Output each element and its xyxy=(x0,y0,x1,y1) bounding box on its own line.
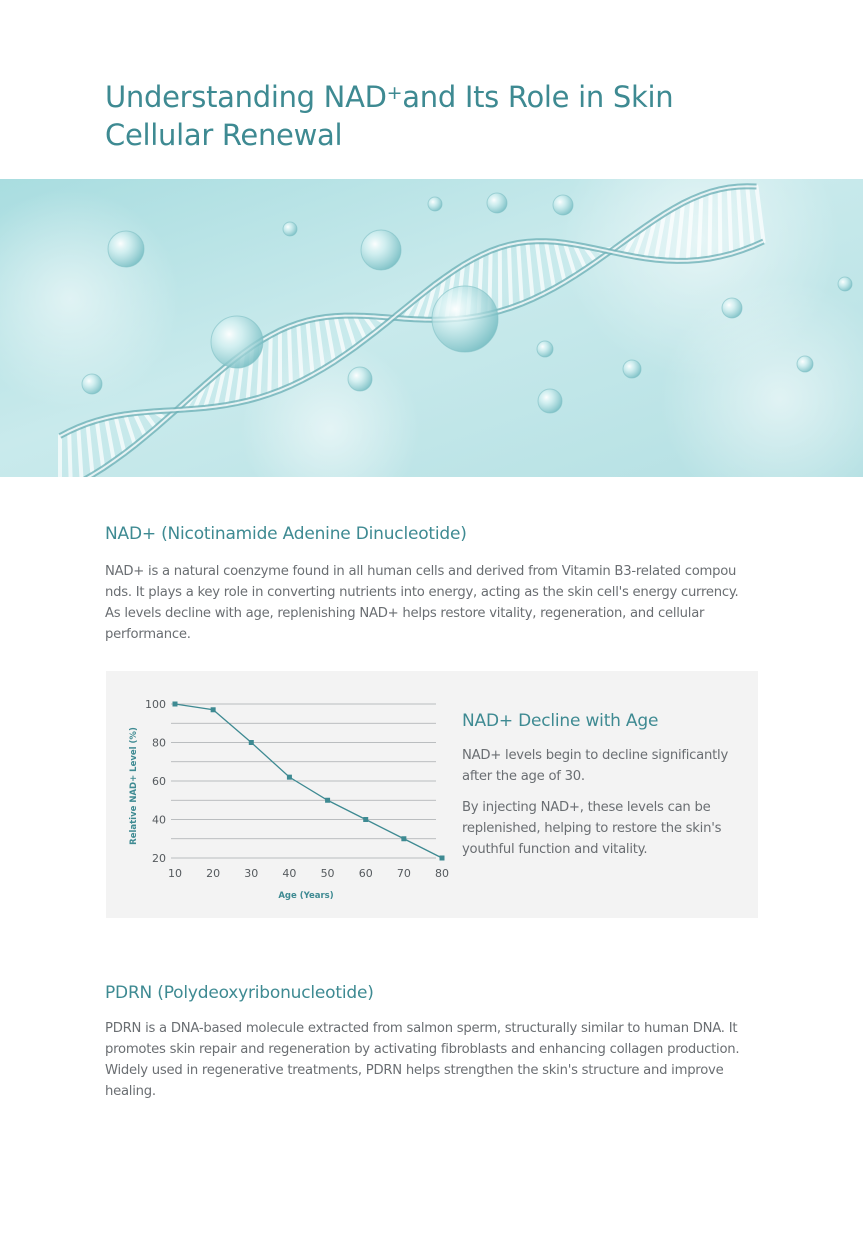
x-tick-label: 60 xyxy=(358,867,373,880)
helix-rung xyxy=(709,192,710,259)
bubble xyxy=(722,298,742,318)
nad-paragraph: NAD+ is a natural coenzyme found in all human cells and derived from Vitamin B3-related compou nds. It plays a key role in converting nutrients into energy, acting as the skin cell's energy currency. As levels decline with age, replenishing NAD+ helps restore vitality, regeneration, and cellular performance. xyxy=(105,564,739,642)
nad-decline-chart xyxy=(106,671,451,918)
helix-rung xyxy=(720,189,721,256)
x-tick-label: 50 xyxy=(320,867,335,880)
bubble xyxy=(348,367,372,391)
data-point xyxy=(211,707,216,712)
hero-dna-image xyxy=(0,179,863,477)
x-tick-label: 80 xyxy=(435,867,449,880)
bubble xyxy=(432,286,498,352)
nad-heading: NAD+ (Nicotinamide Adenine Dinucleotide) xyxy=(105,524,467,544)
bubble xyxy=(211,316,263,368)
y-tick-labels xyxy=(145,698,166,865)
helix-rung xyxy=(69,431,71,477)
x-tick-label: 70 xyxy=(396,867,411,880)
bubble xyxy=(797,356,813,372)
y-axis-label: Relative NAD+ Level (%) xyxy=(129,727,139,845)
chart-text-2: By injecting NAD+, these levels can be replenished, helping to restore the skin's youthful function and vitality. xyxy=(462,800,722,857)
data-point xyxy=(325,798,330,803)
page-title: Understanding NAD+and Its Role in Skin Cellular Renewal xyxy=(105,80,674,152)
bubble xyxy=(538,389,562,413)
bubble xyxy=(623,360,641,378)
bubble xyxy=(283,222,297,236)
chart-title: NAD+ Decline with Age xyxy=(462,711,659,731)
data-point xyxy=(249,740,254,745)
chart-description xyxy=(462,711,752,870)
bubble xyxy=(82,374,102,394)
y-tick-label: 100 xyxy=(145,698,166,711)
bubble xyxy=(108,231,144,267)
bubble xyxy=(487,193,507,213)
helix-rung xyxy=(289,327,291,386)
chart-panel xyxy=(106,671,758,918)
data-point xyxy=(287,775,292,780)
bubble xyxy=(428,197,442,211)
helix-rung xyxy=(509,245,511,308)
chart-text-1: NAD+ levels begin to decline significantly after the age of 30. xyxy=(462,748,728,784)
helix-rung xyxy=(269,335,271,394)
helix-rung xyxy=(729,188,731,254)
data-point xyxy=(401,836,406,841)
bubble xyxy=(361,230,401,270)
x-axis-label: Age (Years) xyxy=(278,891,334,901)
x-tick-label: 10 xyxy=(168,867,182,880)
x-tick-label: 30 xyxy=(244,867,259,880)
helix-rung xyxy=(699,195,702,260)
x-tick-labels xyxy=(168,867,449,880)
data-point xyxy=(173,702,178,707)
data-point xyxy=(440,856,445,861)
data-point xyxy=(363,817,368,822)
bubble xyxy=(838,277,852,291)
pdrn-heading: PDRN (Polydeoxyribonucleotide) xyxy=(105,983,374,1003)
pdrn-paragraph: PDRN is a DNA-based molecule extracted from salmon sperm, structurally similar to human DNA. It promotes skin repair and regeneration by activating fibroblasts and enhancing collagen production. Widely used in regenerative treatments, PDRN helps strengthen the skin's structure and improve healing. xyxy=(105,1021,740,1099)
y-tick-label: 80 xyxy=(152,736,166,750)
bubble xyxy=(553,195,573,215)
y-tick-label: 20 xyxy=(152,852,166,865)
y-tick-label: 60 xyxy=(152,775,166,788)
x-tick-label: 20 xyxy=(206,867,221,880)
bubble xyxy=(537,341,553,357)
x-tick-label: 40 xyxy=(282,867,297,880)
y-tick-label: 40 xyxy=(152,813,166,827)
